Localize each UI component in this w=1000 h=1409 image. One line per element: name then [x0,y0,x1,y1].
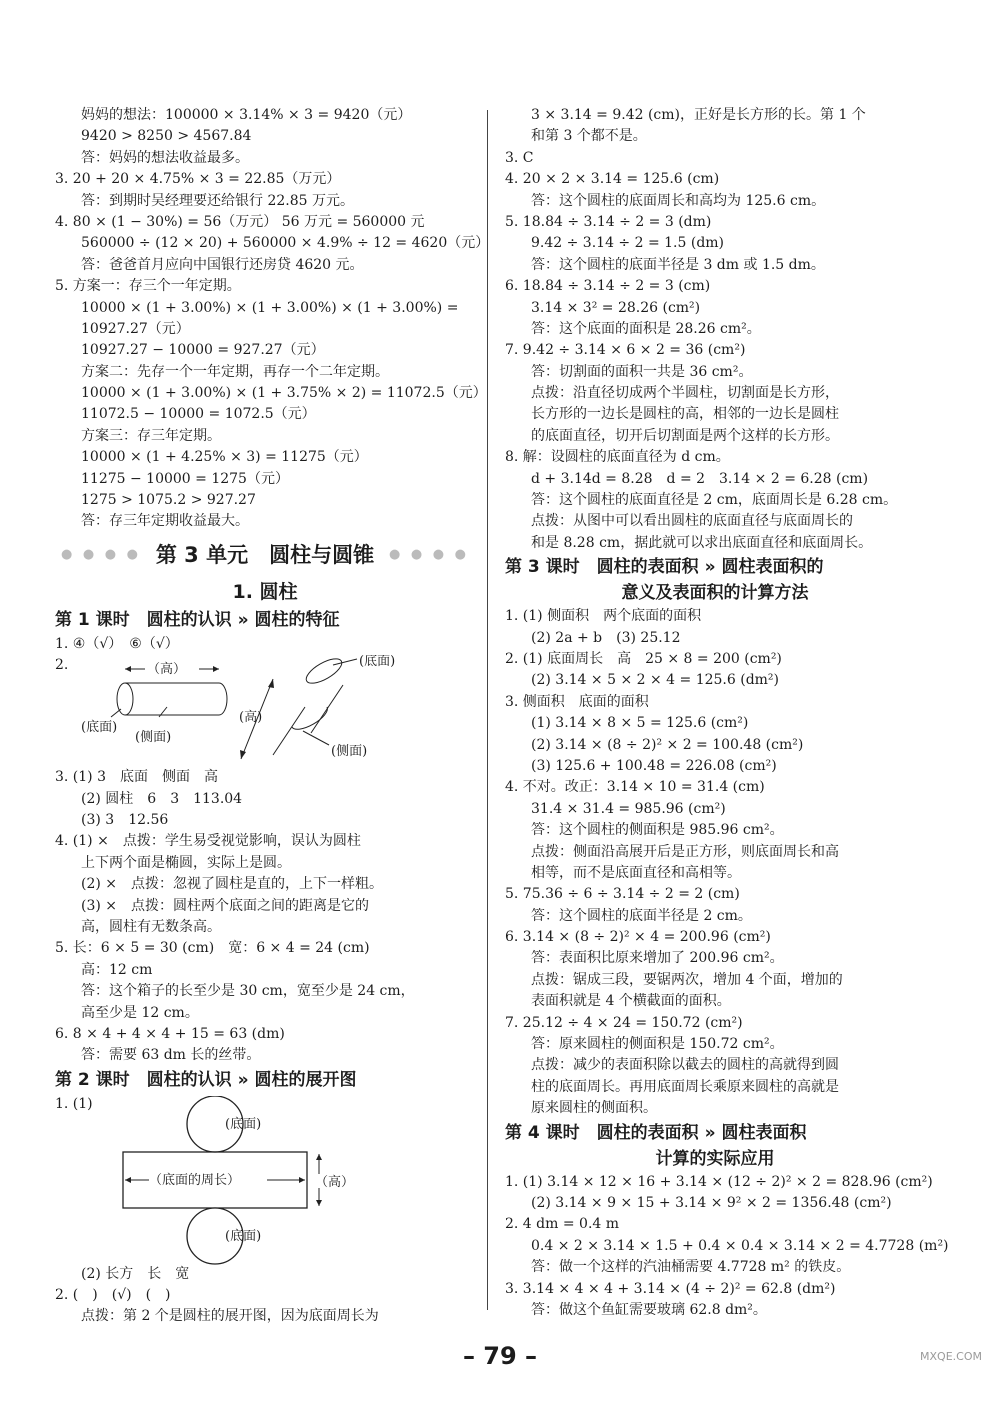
answer-line: 3 × 3.14 = 9.42 (cm)，正好是长方形的长。第 1 个 [531,107,866,123]
answer-line: 答：这个圆柱的底面周长和高均为 125.6 cm。 [531,192,826,209]
answer-line: 高：12 cm [81,961,153,978]
lesson4-title: 第 4 课时 圆柱的表面积 » 圆柱表面积 [505,1122,807,1143]
lesson4-title-line2: 计算的实际应用 [655,1148,775,1169]
answer-line: 1275 > 1075.2 > 927.27 [81,492,256,509]
cylinder-diagrams [81,655,461,767]
cylinder-net-figure: 1. (1) (底面) （底面的周长） （高） (底面) [55,1094,475,1264]
answer-line: d + 3.14d = 8.28 d = 2 3.14 × 2 = 6.28 (cm) [531,470,869,487]
answer-line: (3) 125.6 + 100.48 = 226.08 (cm²) [531,757,777,774]
answer-line: 点拨：沿直径切成两个半圆柱，切割面是长方形， [531,385,839,402]
answer-line: 表面积就是 4 个横截面的面积。 [531,993,731,1010]
answer-line: 答：这个圆柱的底面半径是 3 dm 或 1.5 dm。 [531,256,825,273]
lesson1-title: 第 1 课时 圆柱的认识 » 圆柱的特征 [55,609,340,630]
answer-line: 长方形的一边长是圆柱的高，相邻的一边长是圆柱 [531,406,839,423]
answer-line: 11072.5 − 10000 = 1072.5（元） [81,406,316,423]
answer-line: 8. 解：设圆柱的底面直径为 d cm。 [505,449,730,466]
horizontal-cylinder [81,661,227,745]
answer-line: 560000 ÷ (12 × 20) + 560000 × 4.9% ÷ 12 = 4620（元） [81,235,490,252]
answer-line: 答：这个箱子的长至少是 30 cm，宽至少是 24 cm， [81,983,415,1000]
fig2-side-label: (侧面) [331,744,368,760]
lesson4-answers [505,1172,949,1322]
l1-q1: 1. ④（√） ⑥（√） [55,635,179,652]
answer-line: 答：这个圆柱的底面直径是 2 cm，底面周长是 6.28 cm。 [531,492,898,509]
answer-line: 2. ( ) (√) ( ) [55,1287,171,1304]
answer-line: 10000 × (1 + 3.00%) × (1 + 3.00%) × (1 + 3.00%) = [81,299,459,316]
answer-line: 上下两个面是椭圆，实际上是圆。 [81,854,291,871]
answer-line: (2) 3.14 × (8 ÷ 2)² × 2 = 100.48 (cm²) [531,736,804,753]
cylinder-figures: 2. （高） (底面) (侧面) (高) (底面) (侧面) [55,655,475,767]
answer-line: 0.4 × 2 × 3.14 × 1.5 + 0.4 × 0.4 × 3.14 × 2 = 4.7728 (m²) [531,1237,949,1254]
answer-line: 高至少是 12 cm。 [81,1004,199,1021]
answer-line: 和是 8.28 cm，据此就可以求出底面直径和底面周长。 [531,534,873,551]
answer-line: 答：需要 63 dm 长的丝带。 [81,1047,261,1064]
answer-line: 9.42 ÷ 3.14 ÷ 2 = 1.5 (dm) [531,235,725,252]
answer-line: 4. 不对。改正：3.14 × 10 = 31.4 (cm) [505,779,765,796]
answer-line: 4. (1) × 点拨：学生易受视觉影响，误认为圆柱 [55,833,361,850]
page-number: – 79 – [462,1342,538,1370]
answer-line: 1. (1) 3.14 × 12 × 16 + 3.14 × (12 ÷ 2)² × 2 = 828.96 (cm²) [505,1173,933,1190]
tilted-cylinder [239,655,395,759]
answer-line: 5. 长：6 × 5 = 30 (cm) 宽：6 × 4 = 24 (cm) [55,940,370,957]
answer-line: 3. C [505,149,534,166]
answer-line: 答：妈妈的想法收益最多。 [81,149,249,166]
net-height-label: （高） [315,1174,355,1190]
answer-line: 答：爸爸首月应向中国银行还房贷 4620 元。 [81,256,364,273]
answer-line: 柱的底面周长。再用底面周长乘原来圆柱的高就是 [531,1078,839,1095]
answer-line: 答：这个圆柱的底面半径是 2 cm。 [531,907,752,924]
answer-line: 2. (1) 底面周长 高 25 × 8 = 200 (cm²) [505,650,782,667]
answer-line: 答：做这个鱼缸需要玻璃 62.8 dm²。 [531,1301,767,1318]
fig2-height-label: (高) [239,710,263,726]
fig1-height-label: （高） [147,662,187,678]
answer-line: 点拨：从图中可以看出圆柱的底面直径与底面周长的 [531,513,853,530]
lesson2-title: 第 2 课时 圆柱的认识 » 圆柱的展开图 [55,1069,357,1090]
answer-line: 4. 80 × (1 − 30%) = 56（万元） 56 万元 = 560000 元 [55,213,425,230]
answer-line: 答：做一个这样的汽油桶需要 4.7728 m² 的铁皮。 [531,1259,851,1276]
answer-line: 11275 − 10000 = 1275（元） [81,470,289,487]
prev-answers [55,105,490,533]
net-bottom-base-label: (底面) [225,1228,262,1244]
answer-line: 7. 9.42 ÷ 3.14 × 6 × 2 = 36 (cm²) [505,342,746,359]
answer-line: 妈妈的想法：100000 × 3.14% × 3 = 9420（元） [81,107,412,123]
answer-line: (2) 3.14 × 9 × 15 + 3.14 × 9² × 2 = 1356.48 (cm²) [531,1194,892,1211]
answer-line: 方案二：先存一个一年定期，再存一个二年定期。 [81,363,389,380]
answer-line: 答：到期时吴经理要还给银行 22.85 万元。 [81,192,354,209]
answer-line: 31.4 × 31.4 = 985.96 (cm²) [531,800,726,817]
section-title: 1. 圆柱 [232,580,298,603]
answer-line: (2) 长方 长 宽 [81,1265,190,1282]
answer-line: 10000 × (1 + 4.25% × 3) = 11275（元） [81,449,368,466]
answer-line: 3. 3.14 × 4 × 4 + 3.14 × (4 ÷ 2)² = 62.8 (dm²) [505,1280,836,1297]
right-column [505,105,949,1321]
answer-line: 5. 75.36 ÷ 6 ÷ 3.14 ÷ 2 = 2 (cm) [505,886,740,903]
answer-line: 10927.27（元） [81,320,190,337]
answer-line: (2) 圆柱 6 3 113.04 [81,790,243,807]
answer-line: 3. 20 + 20 × 4.75% × 3 = 22.85（万元） [55,171,341,188]
answer-line: 2. 4 dm = 0.4 m [505,1216,620,1233]
answer-line: 10000 × (1 + 3.00%) × (1 + 3.75% × 2) = 11072.5（元） [81,385,487,402]
answer-line: 答：这个圆柱的侧面积是 985.96 cm²。 [531,822,784,839]
lesson2-answers [55,1264,475,1328]
column-divider [487,110,488,1310]
answer-line: 答：切割面的面积一共是 36 cm²。 [531,363,753,380]
answer-line: (2) × 点拨：忽视了圆柱是直的，上下一样粗。 [81,876,384,893]
lesson1-answers [55,767,475,1066]
answer-line: 3.14 × 3² = 28.26 (cm²) [531,299,701,316]
answer-line: (1) 3.14 × 8 × 5 = 125.6 (cm²) [531,715,749,732]
answer-line: 的底面直径，切开后切割面是两个这样的长方形。 [531,427,839,444]
answer-line: 1. (1) 侧面积 两个底面的面积 [505,608,702,625]
answer-line: 6. 8 × 4 + 4 × 4 + 15 = 63 (dm) [55,1025,285,1042]
answer-line: 高，圆柱有无数条高。 [81,918,221,935]
lesson3-title: 第 3 课时 圆柱的表面积 » 圆柱表面积的 [505,557,824,578]
answer-line: 10927.27 − 10000 = 927.27（元） [81,342,325,359]
answer-line: 答：存三年定期收益最大。 [81,513,249,530]
answer-line: 点拨：锯成三段，要锯两次，增加 4 个面，增加的 [531,971,843,988]
answer-line: 7. 25.12 ÷ 4 × 24 = 150.72 (cm²) [505,1014,743,1031]
fig2-base-label: (底面) [359,655,396,670]
answer-line: (3) 3 12.56 [81,811,169,828]
lesson3-answers [505,606,925,1119]
answer-line: 9420 > 8250 > 4567.84 [81,128,252,145]
answer-line: 6. 18.84 ÷ 3.14 ÷ 2 = 3 (cm) [505,278,711,295]
answer-line: 6. 3.14 × (8 ÷ 2)² × 4 = 200.96 (cm²) [505,929,771,946]
fig1-base-label: (底面) [81,720,118,736]
answer-line: 5. 18.84 ÷ 3.14 ÷ 2 = 3 (dm) [505,213,712,230]
unit-title: ● ● ● ● 第 3 单元 圆柱与圆锥 ● ● ● ● [55,533,475,577]
answer-line: 原来圆柱的侧面积。 [531,1100,657,1117]
answer-line: 5. 方案一：存三个一年定期。 [55,278,241,295]
lesson2-answers-cont [505,105,925,554]
decor-dots-left: ● ● ● ● [61,546,141,562]
answer-line: 和第 3 个都不是。 [531,128,647,145]
answer-line: 答：这个底面的面积是 28.26 cm²。 [531,320,761,337]
cylinder-net [119,1096,419,1266]
answer-line: 3. 侧面积 底面的面积 [505,693,649,710]
answer-line: 点拨：侧面沿高展开后是正方形，则底面周长和高 [531,843,839,860]
net-circumference-label: （底面的周长） [149,1172,241,1188]
answer-line: (2) 2a + b (3) 25.12 [531,629,681,646]
answer-line: 相等，而不是底面直径和高相等。 [531,864,741,881]
lesson3-title-line2: 意义及表面积的计算方法 [621,583,809,604]
answer-line: 3. (1) 3 底面 侧面 高 [55,769,218,786]
answer-line: 点拨：减少的表面积除以截去的圆柱的高就得到圆 [531,1057,839,1074]
answer-line: 答：表面积比原来增加了 200.96 cm²。 [531,950,784,967]
fig1-side-label: (侧面) [135,730,172,746]
answer-line: 点拨：第 2 个是圆柱的展开图，因为底面周长为 [81,1308,379,1325]
answer-line: (2) 3.14 × 5 × 2 × 4 = 125.6 (dm²) [531,672,780,689]
answer-line: 答：原来圆柱的侧面积是 150.72 cm²。 [531,1036,784,1053]
answer-line: 4. 20 × 2 × 3.14 = 125.6 (cm) [505,171,720,188]
left-column [55,105,490,1328]
watermark: MXQE.COM [920,1350,982,1363]
net-top-base-label: (底面) [225,1116,262,1132]
decor-dots-right: ● ● ● ● [389,546,469,562]
answer-line: 方案三：存三年定期。 [81,427,221,444]
answer-line: (3) × 点拨：圆柱两个底面之间的距离是它的 [81,897,370,914]
